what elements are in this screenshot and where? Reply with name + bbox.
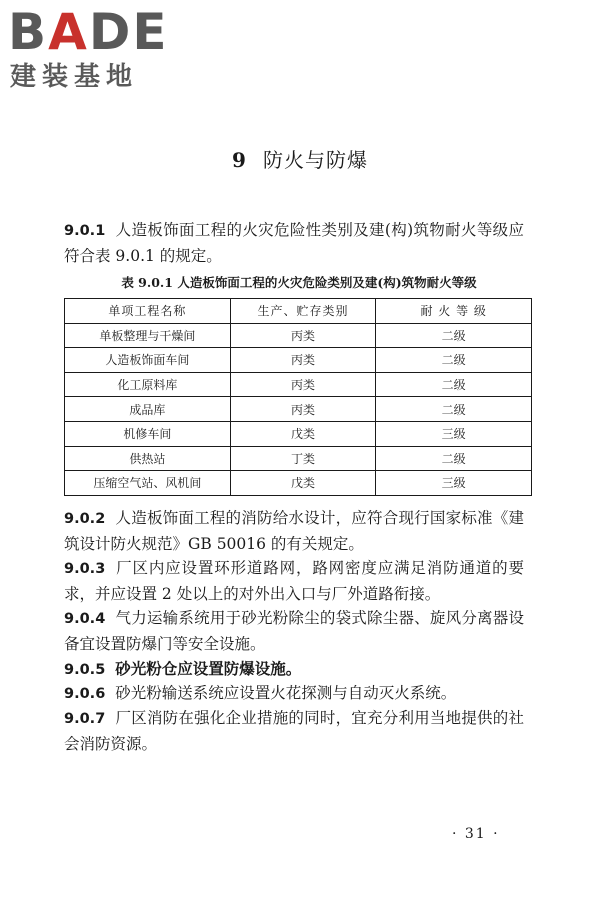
cell-rating: 二级 bbox=[376, 372, 532, 397]
logo-tagline: 建装基地 bbox=[10, 62, 139, 92]
cell-project: 单板整理与干燥间 bbox=[65, 323, 231, 348]
cell-rating: 二级 bbox=[376, 323, 532, 348]
clause-9-0-6 bbox=[64, 681, 524, 707]
clause-9-0-5 bbox=[64, 656, 524, 683]
chapter-title bbox=[0, 144, 600, 173]
cell-rating: 三级 bbox=[376, 421, 532, 446]
clause-text: 气力运输系统用于砂光粉除尘的袋式除尘器、旋风分离器设备宜设置防爆门等安全设施。 bbox=[64, 609, 524, 653]
clause-text: 厂区内应设置环形道路网，路网密度应满足消防通道的要求，并应设置 2 处以上的对外出入口与厂外道路衔接。 bbox=[64, 559, 524, 603]
cell-project: 化工原料库 bbox=[65, 372, 231, 397]
clause-9-0-7 bbox=[64, 706, 524, 757]
cell-rating: 二级 bbox=[376, 348, 532, 373]
header-project-name: 单项工程名称 bbox=[65, 299, 231, 324]
clause-number: 9.0.1 bbox=[64, 223, 106, 239]
clause-9-0-3 bbox=[64, 556, 524, 607]
cell-project: 成品库 bbox=[65, 397, 231, 422]
chapter-name: 防火与防爆 bbox=[262, 148, 368, 172]
table-header-row bbox=[65, 299, 532, 324]
logo-letters-de: DE bbox=[88, 3, 169, 61]
cell-rating: 二级 bbox=[376, 446, 532, 471]
brand-logo bbox=[8, 3, 188, 96]
cell-category: 丙类 bbox=[230, 397, 376, 422]
clause-text: 厂区消防在强化企业措施的同时，宜充分利用当地提供的社会消防资源。 bbox=[64, 709, 524, 753]
clause-9-0-4 bbox=[64, 606, 524, 657]
clause-number: 9.0.4 bbox=[64, 611, 106, 627]
table-row bbox=[65, 348, 532, 373]
header-fire-rating: 耐 火 等 级 bbox=[376, 299, 532, 324]
clause-number: 9.0.5 bbox=[64, 662, 106, 678]
table-caption: 表 9.0.1 人造板饰面工程的火灾危险类别及建(构)筑物耐火等级 bbox=[121, 275, 477, 290]
logo-letter-b: B bbox=[8, 3, 49, 61]
cell-category: 丁类 bbox=[230, 446, 376, 471]
cell-rating: 二级 bbox=[376, 397, 532, 422]
chapter-number: 9 bbox=[232, 148, 247, 172]
cell-category: 戊类 bbox=[230, 421, 376, 446]
clause-9-0-2 bbox=[64, 506, 524, 557]
cell-rating: 三级 bbox=[376, 471, 532, 496]
cell-project: 人造板饰面车间 bbox=[65, 348, 231, 373]
clause-text: 人造板饰面工程的消防给水设计，应符合现行国家标准《建筑设计防火规范》GB 50016 的有关规定。 bbox=[64, 509, 524, 553]
table-row bbox=[65, 372, 532, 397]
cell-category: 戊类 bbox=[230, 471, 376, 496]
table-row bbox=[65, 397, 532, 422]
clause-number: 9.0.2 bbox=[64, 511, 106, 527]
clause-text: 砂光粉仓应设置防爆设施。 bbox=[115, 659, 302, 678]
clause-9-0-1 bbox=[64, 218, 524, 269]
cell-project: 压缩空气站、风机间 bbox=[65, 471, 231, 496]
cell-category: 丙类 bbox=[230, 323, 376, 348]
clause-number: 9.0.7 bbox=[64, 711, 106, 727]
table-row bbox=[65, 446, 532, 471]
logo-wordmark bbox=[8, 3, 169, 61]
cell-category: 丙类 bbox=[230, 372, 376, 397]
cell-project: 机修车间 bbox=[65, 421, 231, 446]
table-row bbox=[65, 323, 532, 348]
page-number: · 31 · bbox=[452, 826, 500, 842]
clause-text: 人造板饰面工程的火灾危险性类别及建(构)筑物耐火等级应符合表 9.0.1 的规定。 bbox=[64, 221, 524, 265]
cell-category: 丙类 bbox=[230, 348, 376, 373]
clause-number: 9.0.6 bbox=[64, 686, 106, 702]
clause-number: 9.0.3 bbox=[64, 561, 106, 577]
logo-letter-a: A bbox=[48, 3, 89, 61]
clause-text: 砂光粉输送系统应设置火花探测与自动灭火系统。 bbox=[115, 684, 457, 702]
header-category: 生产、贮存类别 bbox=[230, 299, 376, 324]
fire-rating-table bbox=[64, 298, 532, 496]
table-row bbox=[65, 421, 532, 446]
table-row bbox=[65, 471, 532, 496]
cell-project: 供热站 bbox=[65, 446, 231, 471]
